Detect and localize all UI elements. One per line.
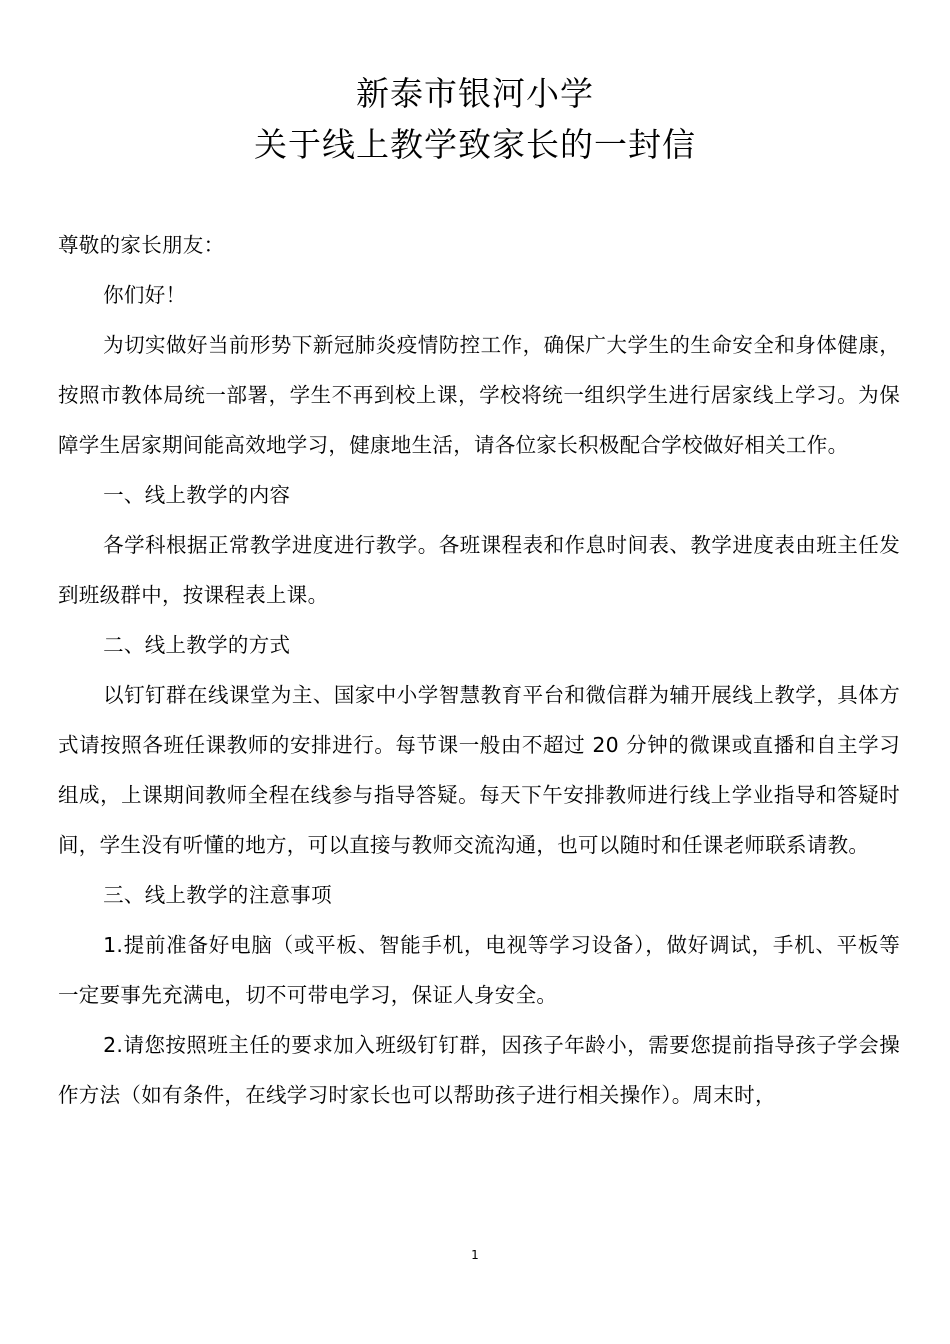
notice-item-2: 2.请您按照班主任的要求加入班级钉钉群，因孩子年龄小，需要您提前指导孩子学会操作方法（如有条件，在线学习时家长也可以帮助孩子进行相关操作）。周末时， bbox=[58, 1033, 900, 1107]
section-2-paragraph: 以钉钉群在线课堂为主、国家中小学智慧教育平台和微信群为辅开展线上教学，具体方式请按照各班任课教师的安排进行。每节课一般由不超过 20 分钟的微课或直播和自主学习组成，上课期间教师全程在线参与指导答疑。每天下午安排教师进行线上学业指导和答疑时间，学生没有听懂的地方，可以直接与教师交流沟通，也可以随时和任课老师联系请教。 bbox=[58, 683, 900, 857]
section-2-heading: 二、线上教学的方式 bbox=[103, 633, 291, 657]
salutation: 尊敬的家长朋友： bbox=[58, 233, 225, 257]
intro-paragraph: 为切实做好当前形势下新冠肺炎疫情防控工作，确保广大学生的生命安全和身体健康，按照市教体局统一部署，学生不再到校上课，学校将统一组织学生进行居家线上学习。为保障学生居家期间能高效地学习，健康地生活，请各位家长积极配合学校做好相关工作。 bbox=[58, 333, 900, 457]
page-number: 1 bbox=[471, 1248, 479, 1262]
notice-item-1: 1.提前准备好电脑（或平板、智能手机，电视等学习设备），做好调试，手机、平板等一定要事先充满电，切不可带电学习，保证人身安全。 bbox=[58, 933, 900, 1007]
section-1-heading: 一、线上教学的内容 bbox=[103, 483, 291, 507]
section-1-paragraph: 各学科根据正常教学进度进行教学。各班课程表和作息时间表、教学进度表由班主任发到班级群中，按课程表上课。 bbox=[58, 533, 900, 607]
section-3-heading: 三、线上教学的注意事项 bbox=[103, 883, 332, 907]
document-title-letter: 关于线上教学致家长的一封信 bbox=[254, 125, 696, 164]
letter-body bbox=[58, 220, 900, 1120]
greeting: 你们好！ bbox=[103, 283, 187, 307]
document-title-school: 新泰市银河小学 bbox=[356, 74, 594, 113]
